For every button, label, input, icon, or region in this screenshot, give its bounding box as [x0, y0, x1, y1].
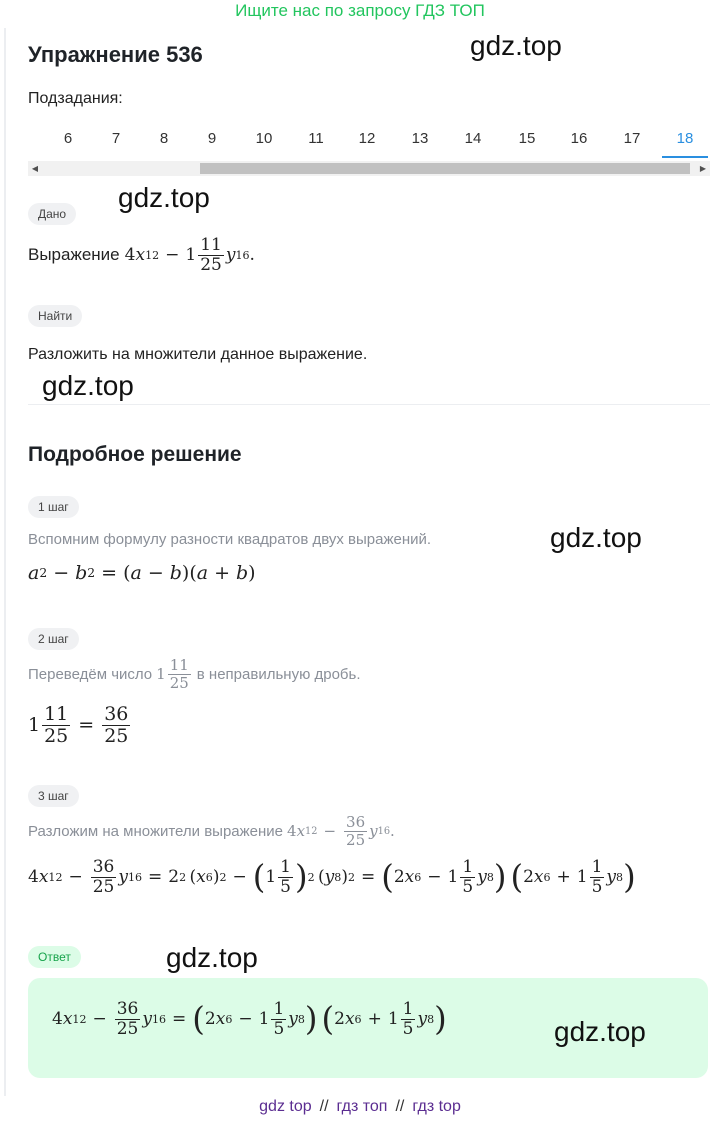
footer-link-gdz-top[interactable]: gdz top — [259, 1098, 312, 1115]
given-badge: Дано — [28, 203, 76, 225]
scroll-right-arrow-icon[interactable]: ▶ — [699, 164, 707, 173]
step-2-text: Переведём число 1 $\frac{11}{25}$ в неправильную дробь. — [28, 656, 361, 692]
step-2-badge: 2 шаг — [28, 628, 79, 650]
tab-subtask-17[interactable]: 17 — [623, 130, 641, 147]
watermark: gdz.top — [118, 182, 210, 213]
tab-subtask-12[interactable]: 12 — [358, 130, 376, 147]
tab-subtask-10[interactable]: 10 — [255, 130, 273, 147]
exercise-title: Упражнение 536 — [28, 42, 203, 67]
tab-subtask-18[interactable]: 18 — [662, 122, 708, 158]
step-1-text: Вспомним формулу разности квадратов двух выражений. — [28, 531, 432, 548]
subtask-tabs — [28, 122, 710, 160]
step-1-badge: 1 шаг — [28, 496, 79, 518]
scroll-left-arrow-icon[interactable]: ◀ — [31, 164, 39, 173]
step-3-badge: 3 шаг — [28, 785, 79, 807]
tab-subtask-6[interactable]: 6 — [63, 130, 73, 147]
answer-formula: 4 x 12 − $\frac{36}{25}$ y 16 = ( 2 x 6 − 1 $\frac{1}{5}$ y 8 ) ( 2 x 6 + 1 $\frac{1}{5}$ y 8 ) — [52, 999, 447, 1039]
given-expression: Выражение 4 x 12 − 1 $\frac{11}{25}$ y 16 . — [28, 235, 255, 275]
tab-subtask-16[interactable]: 16 — [570, 130, 588, 147]
watermark: gdz.top — [470, 30, 562, 61]
top-banner: Ищите нас по запросу ГДЗ ТОП — [235, 1, 485, 20]
watermark: gdz.top — [554, 1016, 646, 1047]
step-3-text: Разложим на множители выражение 4 x 12 − $\frac{36}{25}$ y 16 . — [28, 813, 395, 849]
step-3-formula: 4 x 12 − $\frac{36}{25}$ y 16 = 2 2 ( x 6 ) 2 − ( 1 $\frac{1}{5}$ ) 2 ( y 8 ) 2 = ( 2 x 6 − 1 $\frac{1}{5}$ y 8 ) ( 2 x 6 + 1 $\frac{1}{5}$ y 8 ) — [28, 857, 636, 897]
solution-title: Подробное решение — [28, 443, 242, 466]
given-text: Выражение — [28, 245, 120, 265]
tab-subtask-14[interactable]: 14 — [464, 130, 482, 147]
find-badge: Найти — [28, 305, 82, 327]
scroll-thumb[interactable] — [200, 163, 690, 174]
footer-link-gdz-top-mixed[interactable]: гдз top — [412, 1098, 461, 1115]
divider — [28, 404, 710, 405]
horizontal-scrollbar[interactable] — [28, 161, 710, 176]
answer-badge: Ответ — [28, 946, 81, 968]
step-1-formula: a 2 − b 2 = ( a − b )( a + b ) — [28, 562, 256, 584]
tab-subtask-8[interactable]: 8 — [159, 130, 169, 147]
subtasks-label: Подзадания: — [28, 90, 123, 107]
tab-subtask-7[interactable]: 7 — [111, 130, 121, 147]
tab-subtask-11[interactable]: 11 — [308, 130, 324, 147]
footer-separator: // — [319, 1098, 329, 1115]
watermark: gdz.top — [550, 522, 642, 553]
tab-subtask-15[interactable]: 15 — [518, 130, 536, 147]
tab-subtask-13[interactable]: 13 — [411, 130, 429, 147]
footer-separator: // — [395, 1098, 405, 1115]
watermark: gdz.top — [42, 370, 134, 401]
tab-subtask-9[interactable]: 9 — [207, 130, 217, 147]
footer-link-gdz-top-ru[interactable]: гдз топ — [336, 1098, 388, 1115]
step-2-formula: 1 $\frac{11}{25}$ = $\frac{36}{25}$ — [28, 703, 129, 747]
watermark: gdz.top — [166, 942, 258, 973]
footer-links — [0, 1098, 720, 1116]
find-text: Разложить на множители данное выражение. — [28, 346, 368, 363]
